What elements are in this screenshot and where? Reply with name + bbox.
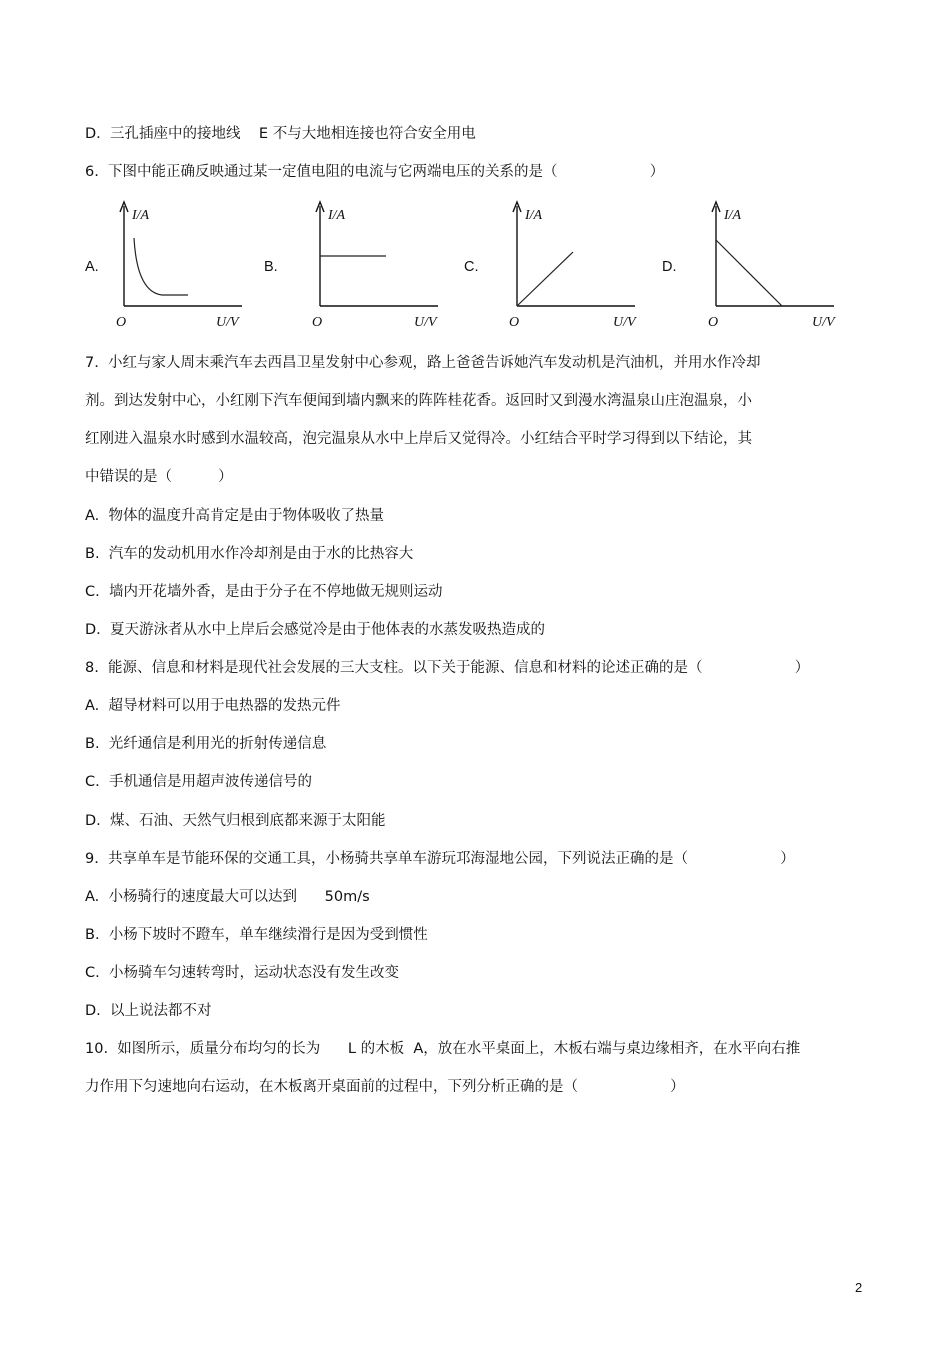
q9-option-c: C. 小杨骑车匀速转弯时，运动状态没有发生改变 <box>85 965 399 981</box>
x-axis-label: U/V <box>613 315 636 330</box>
q7-option-a: A. 物体的温度升高肯定是由于物体吸收了热量 <box>85 508 384 524</box>
y-axis-label: I/A <box>132 208 150 223</box>
q7-stem-line-2: 剂。到达发射中心，小红刚下汽车便闻到墙内飘来的阵阵桂花香。返回时又到漫水湾温泉山庄泡温泉，小 <box>85 393 752 409</box>
origin-label: O <box>116 315 127 330</box>
q7-stem-line-3: 红刚进入温泉水时感到水温较高，泡完温泉从水中上岸后又觉得冷。小红结合平时学习得到以下结论，其 <box>85 431 752 447</box>
q7-option-d: D. 夏天游泳者从水中上岸后会感觉冷是由于他体表的水蒸发吸热造成的 <box>85 622 545 638</box>
q7-option-c: C. 墙内开花墙外香，是由于分子在不停地做无规则运动 <box>85 584 443 600</box>
origin-label: O <box>312 315 323 330</box>
curve-decreasing <box>716 240 782 306</box>
q7-option-b: B. 汽车的发动机用水作冷却剂是由于水的比热容大 <box>85 546 414 562</box>
x-axis-label: U/V <box>414 315 437 330</box>
origin-label: O <box>708 315 719 330</box>
q10-stem-line-1: 10. 如图所示，质量分布均匀的长为 L 的木板 A，放在水平桌面上，木板右端与桌边缘相齐，在水平向右推 <box>85 1041 801 1057</box>
q7-stem-line-4: 中错误的是（ ） <box>85 469 233 485</box>
q6-stem: 6. 下图中能正确反映通过某一定值电阻的电流与它两端电压的关系的是（ ） <box>85 164 665 180</box>
q9-option-a: A. 小杨骑行的速度最大可以达到 50m/s <box>85 889 370 905</box>
page-number: 2 <box>855 1280 863 1295</box>
q8-option-d: D. 煤、石油、天然气归根到底都来源于太阳能 <box>85 813 386 829</box>
q6-option-d-label: D. <box>662 259 677 275</box>
curve-hyperbola <box>134 238 188 295</box>
y-axis-label: I/A <box>724 208 742 223</box>
q8-stem: 8. 能源、信息和材料是现代社会发展的三大支柱。以下关于能源、信息和材料的论述正确的是（ ） <box>85 660 810 676</box>
q7-stem-line-1: 7. 小红与家人周末乘汽车去西昌卫星发射中心参观，路上爸爸告诉她汽车发动机是汽油机，并用水作冷却 <box>85 355 761 371</box>
x-axis-label: U/V <box>216 315 239 330</box>
q6-graph-a <box>110 200 250 330</box>
q6-graph-c <box>503 200 643 330</box>
q6-option-a-label: A. <box>85 259 99 275</box>
q9-option-d: D. 以上说法都不对 <box>85 1003 212 1019</box>
q8-option-b: B. 光纤通信是利用光的折射传递信息 <box>85 736 327 752</box>
q6-option-b-label: B. <box>264 259 278 275</box>
q5-option-d: D. 三孔插座中的接地线 E 不与大地相连接也符合安全用电 <box>85 126 476 142</box>
q6-graph-b <box>306 200 446 330</box>
q8-option-a: A. 超导材料可以用于电热器的发热元件 <box>85 698 341 714</box>
q9-option-b: B. 小杨下坡时不蹬车，单车继续滑行是因为受到惯性 <box>85 927 428 943</box>
origin-label: O <box>509 315 520 330</box>
q6-graph-d <box>702 200 842 330</box>
curve-proportional <box>517 252 573 306</box>
q9-stem: 9. 共享单车是节能环保的交通工具，小杨骑共享单车游玩邛海湿地公园，下列说法正确的是（ ） <box>85 851 795 867</box>
x-axis-label: U/V <box>812 315 835 330</box>
y-axis-label: I/A <box>328 208 346 223</box>
q8-option-c: C. 手机通信是用超声波传递信号的 <box>85 774 312 790</box>
q10-stem-line-2: 力作用下匀速地向右运动，在木板离开桌面前的过程中，下列分析正确的是（ ） <box>85 1079 685 1095</box>
y-axis-label: I/A <box>525 208 543 223</box>
q6-option-c-label: C. <box>464 259 479 275</box>
